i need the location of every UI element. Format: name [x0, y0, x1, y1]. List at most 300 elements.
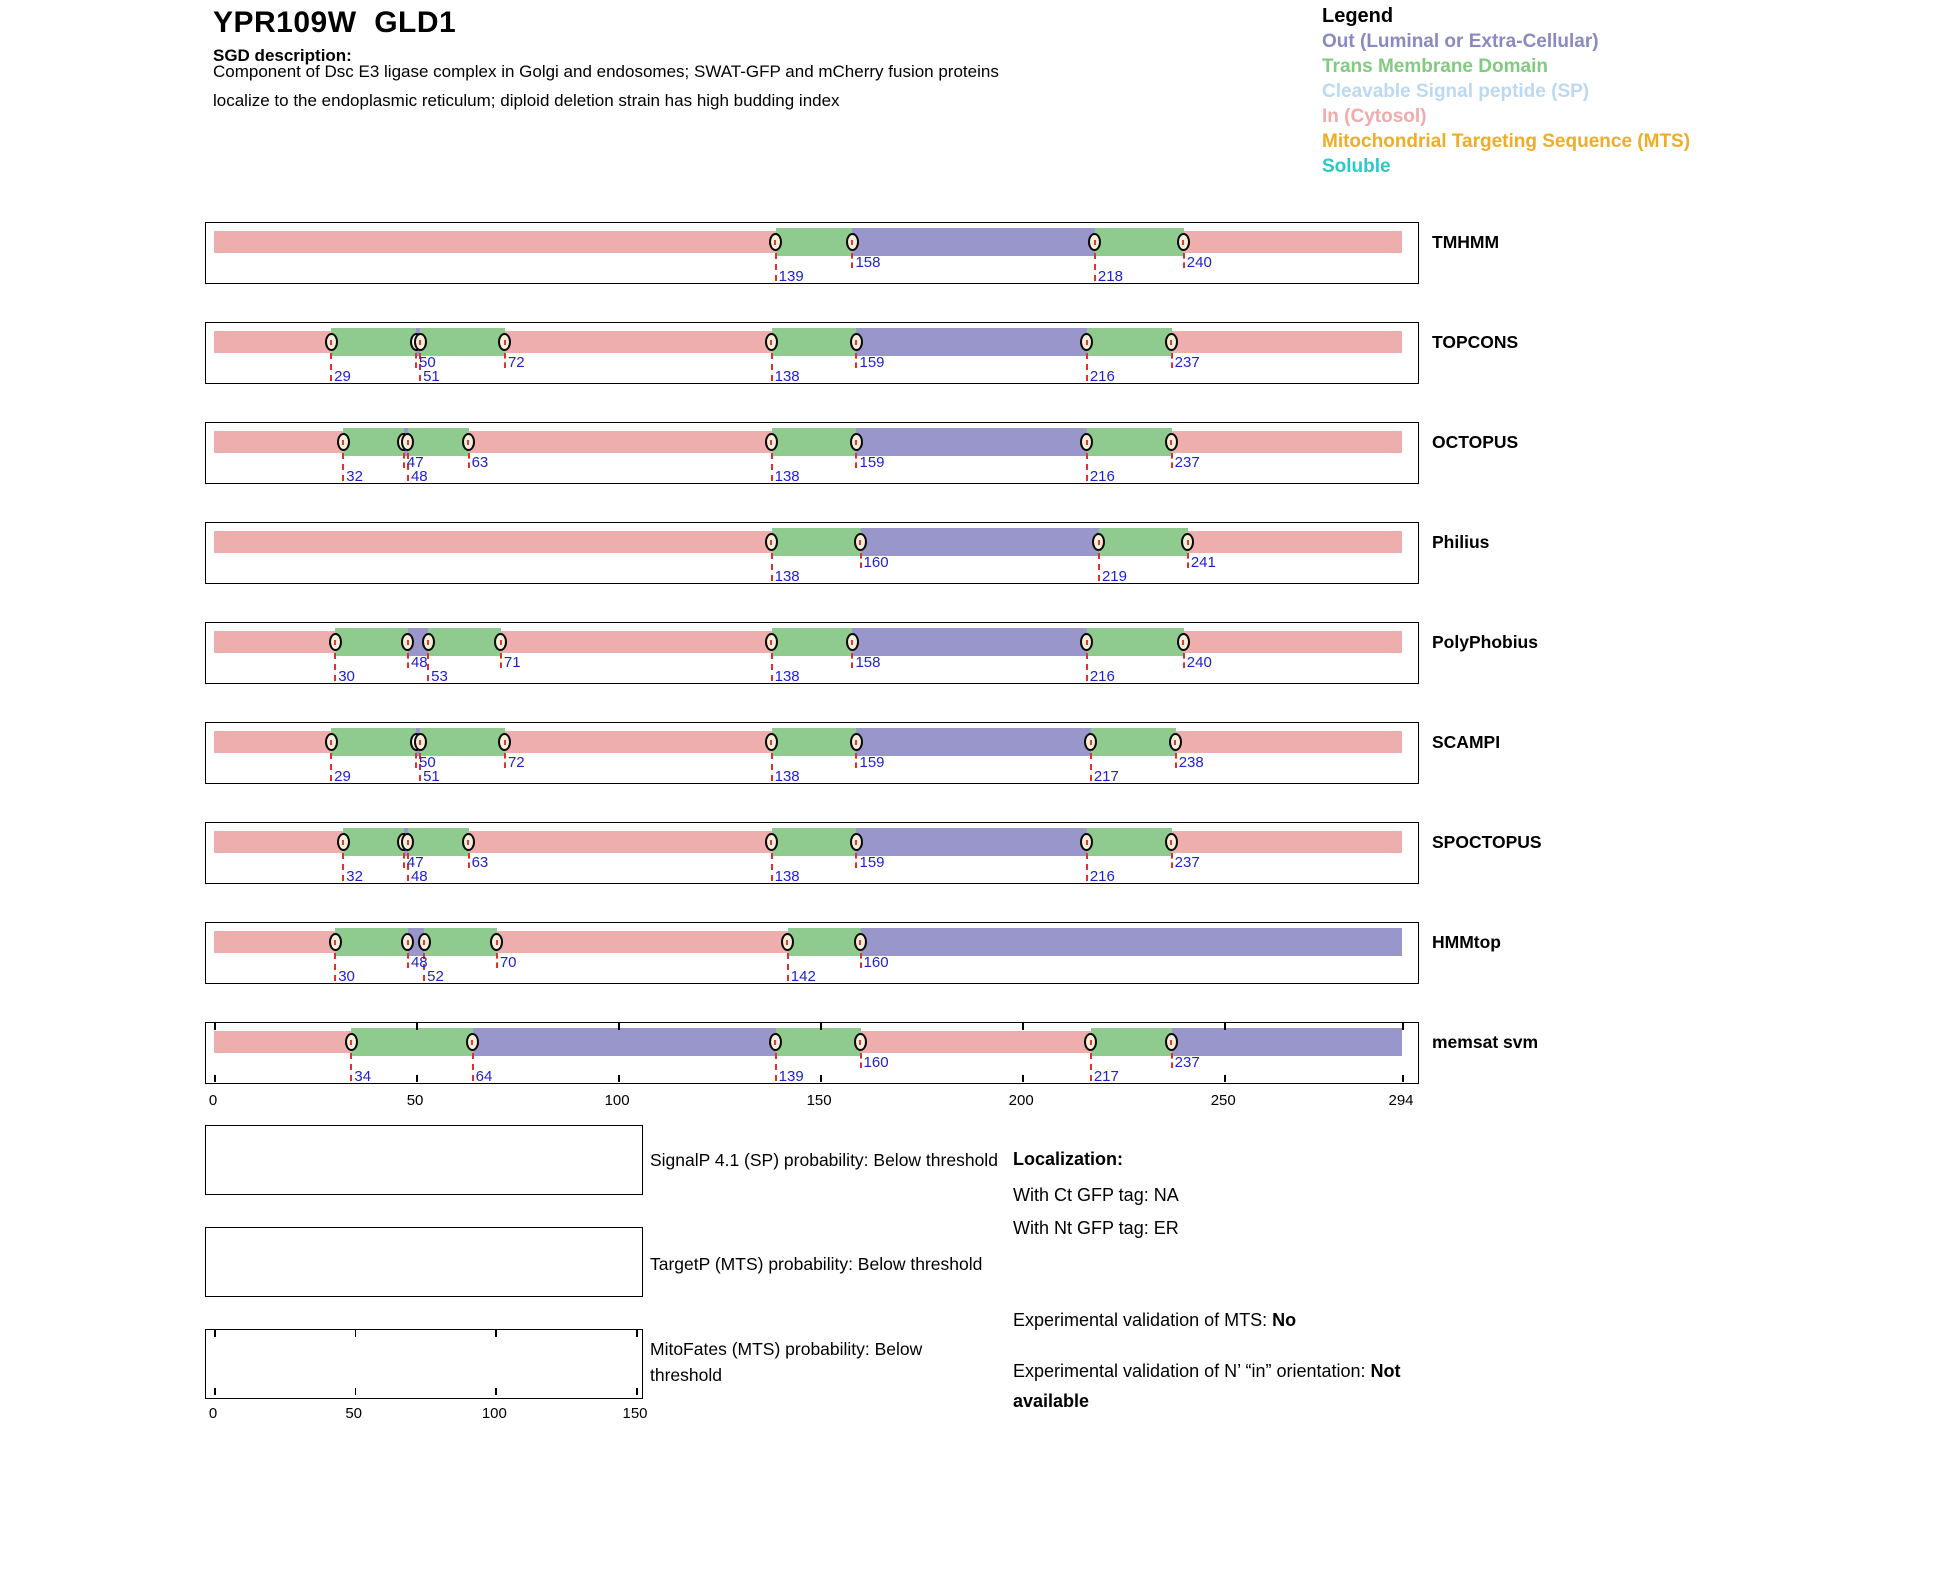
boundary-marker — [462, 833, 475, 851]
boundary-residue-number: 32 — [346, 468, 363, 485]
boundary-residue-number: 47 — [406, 854, 424, 871]
plot-tick-top — [355, 1330, 357, 1337]
plot-tick-bottom — [355, 1388, 357, 1395]
axis-tick-bottom — [1402, 1075, 1404, 1082]
legend-entry-soluble: Soluble — [1322, 156, 1391, 177]
boundary-residue-number: 238 — [1178, 754, 1204, 771]
boundary-guide — [334, 653, 336, 681]
boundary-marker-dash — [859, 940, 861, 945]
boundary-residue-number: 160 — [863, 554, 889, 571]
boundary-residue-number: 216 — [1089, 668, 1115, 685]
track-label-scampi: SCAMPI — [1432, 732, 1501, 752]
boundary-residue-number: 219 — [1101, 568, 1127, 585]
boundary-marker-dash — [786, 940, 788, 945]
segment-tm — [428, 628, 501, 656]
axis-tick-bottom — [214, 1075, 216, 1082]
boundary-residue-number: 71 — [503, 654, 521, 671]
boundary-residue-number: 72 — [507, 354, 525, 371]
boundary-residue-number: 142 — [790, 968, 816, 985]
boundary-marker-dash — [770, 740, 772, 745]
boundary-guide — [1175, 753, 1177, 768]
segment-tm — [772, 728, 857, 756]
boundary-guide — [407, 653, 409, 668]
segment-tm — [408, 828, 469, 856]
boundary-guide — [1090, 1053, 1092, 1081]
boundary-guide — [1183, 653, 1185, 668]
probability-plot-3 — [205, 1329, 643, 1399]
boundary-marker-dash — [334, 940, 336, 945]
boundary-marker-dash — [1090, 1040, 1092, 1045]
boundary-residue-number: 159 — [859, 754, 885, 771]
boundary-residue-number: 160 — [863, 954, 889, 971]
boundary-residue-number: 72 — [507, 754, 525, 771]
axis-tick-bottom — [1224, 1075, 1226, 1082]
boundary-guide — [1086, 453, 1088, 481]
boundary-residue-number: 52 — [427, 968, 444, 985]
plot-tick-bottom — [495, 1388, 497, 1395]
boundary-guide — [771, 653, 773, 681]
boundary-marker — [854, 933, 867, 951]
boundary-residue-number: 217 — [1093, 768, 1119, 785]
axis-tick-top — [1224, 1023, 1226, 1030]
boundary-guide — [415, 353, 417, 368]
boundary-residue-number: 34 — [354, 1068, 372, 1085]
plot-tick-bottom — [214, 1388, 216, 1395]
segment-out — [473, 1028, 776, 1056]
boundary-marker-dash — [774, 1040, 776, 1045]
boundary-guide — [771, 353, 773, 381]
boundary-marker — [850, 833, 863, 851]
nt-gfp-tag-value: With Nt GFP tag: ER — [1013, 1218, 1179, 1238]
boundary-guide — [330, 753, 332, 781]
boundary-residue-number: 216 — [1089, 868, 1115, 885]
boundary-marker-dash — [330, 340, 332, 345]
boundary-guide — [350, 1053, 352, 1081]
track-label-tmhmm: TMHMM — [1432, 232, 1500, 252]
boundary-guide — [500, 653, 502, 668]
boundary-marker-dash — [1086, 840, 1088, 845]
segment-out — [861, 928, 1402, 956]
axis-tick-top — [1402, 1023, 1404, 1030]
boundary-marker-dash — [855, 840, 857, 845]
boundary-residue-number: 241 — [1190, 554, 1216, 571]
boundary-guide — [1094, 253, 1096, 281]
sequence-axis-label: 0 — [208, 1092, 218, 1109]
boundary-marker — [854, 533, 867, 551]
boundary-marker-dash — [770, 840, 772, 845]
boundary-marker — [846, 633, 859, 651]
boundary-marker-dash — [467, 440, 469, 445]
signalp-caption: SignalP 4.1 (SP) probability: Below threshold — [650, 1150, 998, 1170]
boundary-marker-dash — [1086, 440, 1088, 445]
boundary-marker — [325, 333, 338, 351]
boundary-residue-number: 138 — [774, 468, 800, 485]
boundary-residue-number: 53 — [431, 668, 448, 685]
boundary-marker — [329, 633, 342, 651]
boundary-marker-dash — [419, 340, 421, 345]
boundary-marker — [325, 733, 338, 751]
boundary-marker-dash — [334, 640, 336, 645]
localization-title: Localization: — [1013, 1149, 1124, 1169]
plot-tick-top — [636, 1330, 638, 1337]
segment-tm — [335, 928, 408, 956]
boundary-guide — [407, 953, 409, 968]
segment-tm — [1087, 328, 1172, 356]
boundary-marker-dash — [855, 440, 857, 445]
boundary-guide — [771, 753, 773, 781]
boundary-guide — [1171, 453, 1173, 468]
track-box-tmhmm — [205, 222, 1419, 284]
legend-entry-out: Out (Luminal or Extra-Cellular) — [1322, 31, 1599, 52]
track-label-topcons: TOPCONS — [1432, 332, 1519, 352]
boundary-guide — [1171, 853, 1173, 868]
boundary-residue-number: 237 — [1174, 854, 1200, 871]
track-box-hmmtop — [205, 922, 1419, 984]
boundary-residue-number: 32 — [346, 868, 363, 885]
boundary-marker — [846, 233, 859, 251]
track-box-octopus — [205, 422, 1419, 484]
boundary-residue-number: 216 — [1089, 368, 1115, 385]
boundary-guide — [1086, 853, 1088, 881]
boundary-residue-number: 138 — [774, 868, 800, 885]
segment-tm — [772, 528, 861, 556]
boundary-marker-dash — [1094, 240, 1096, 245]
boundary-guide — [342, 853, 344, 881]
segment-tm — [351, 1028, 472, 1056]
mts-validation-prefix: Experimental validation of MTS: — [1013, 1310, 1273, 1330]
segment-out — [856, 328, 1086, 356]
boundary-guide — [851, 253, 853, 268]
boundary-guide — [1171, 1053, 1173, 1068]
segment-tm — [776, 1028, 861, 1056]
sequence-axis-label: 150 — [806, 1092, 832, 1109]
boundary-guide — [855, 753, 857, 768]
segment-tm — [408, 428, 469, 456]
sequence-axis-label: 50 — [406, 1092, 424, 1109]
boundary-marker — [462, 433, 475, 451]
segment-out — [852, 228, 1094, 256]
boundary-residue-number: 218 — [1097, 268, 1123, 285]
boundary-marker-dash — [859, 1040, 861, 1045]
plot-tick-bottom — [636, 1388, 638, 1395]
boundary-guide — [342, 453, 344, 481]
boundary-residue-number: 30 — [338, 668, 355, 685]
boundary-marker-dash — [770, 440, 772, 445]
track-box-memsat-svm — [205, 1022, 1419, 1084]
legend-entry-mts: Mitochondrial Targeting Sequence (MTS) — [1322, 131, 1691, 152]
boundary-marker-dash — [342, 440, 344, 445]
boundary-residue-number: 216 — [1089, 468, 1115, 485]
boundary-guide — [334, 953, 336, 981]
boundary-residue-number: 51 — [423, 768, 440, 785]
boundary-guide — [771, 853, 773, 881]
segment-tm — [420, 328, 505, 356]
track-label-hmmtop: HMMtop — [1432, 932, 1502, 952]
boundary-marker-dash — [851, 640, 853, 645]
probability-plot-2 — [205, 1227, 643, 1297]
boundary-residue-number: 70 — [499, 954, 517, 971]
legend-entry-tm: Trans Membrane Domain — [1322, 56, 1548, 77]
boundary-marker-dash — [467, 840, 469, 845]
boundary-guide — [860, 953, 862, 968]
boundary-marker-dash — [330, 740, 332, 745]
segment-out — [856, 728, 1090, 756]
boundary-residue-number: 159 — [859, 454, 885, 471]
boundary-residue-number: 47 — [406, 454, 424, 471]
legend-entry-in: In (Cytosol) — [1322, 106, 1427, 127]
boundary-guide — [330, 353, 332, 381]
segment-tm — [331, 328, 416, 356]
boundary-marker-dash — [770, 640, 772, 645]
boundary-marker-dash — [407, 840, 409, 845]
boundary-residue-number: 139 — [778, 1068, 804, 1085]
boundary-marker-dash — [855, 340, 857, 345]
boundary-guide — [775, 253, 777, 281]
track-box-philius — [205, 522, 1419, 584]
boundary-residue-number: 29 — [334, 768, 351, 785]
boundary-marker-dash — [504, 340, 506, 345]
boundary-marker-dash — [1182, 640, 1184, 645]
track-box-spoctopus — [205, 822, 1419, 884]
plot-axis-label: 150 — [622, 1405, 648, 1422]
boundary-residue-number: 237 — [1174, 1054, 1200, 1071]
segment-tm — [420, 728, 505, 756]
axis-tick-bottom — [416, 1075, 418, 1082]
boundary-residue-number: 217 — [1093, 1068, 1119, 1085]
boundary-residue-number: 48 — [410, 868, 428, 885]
boundary-residue-number: 138 — [774, 668, 800, 685]
boundary-marker-dash — [423, 940, 425, 945]
boundary-marker — [850, 733, 863, 751]
boundary-residue-number: 29 — [334, 368, 351, 385]
boundary-guide — [787, 953, 789, 981]
segment-tm — [772, 828, 857, 856]
track-label-polyphobius: PolyPhobius — [1432, 632, 1538, 652]
boundary-marker-dash — [1098, 540, 1100, 545]
sequence-axis-label: 250 — [1210, 1092, 1236, 1109]
boundary-guide — [1086, 353, 1088, 381]
boundary-guide — [504, 353, 506, 368]
boundary-marker-dash — [1170, 840, 1172, 845]
boundary-marker-dash — [1182, 240, 1184, 245]
sequence-axis-label: 100 — [604, 1092, 630, 1109]
boundary-marker — [337, 833, 350, 851]
legend-title: Legend — [1322, 5, 1394, 27]
targetp-caption: TargetP (MTS) probability: Below threshold — [650, 1254, 983, 1274]
boundary-guide — [771, 553, 773, 581]
legend — [1322, 3, 1690, 179]
legend-entry-sp: Cleavable Signal peptide (SP) — [1322, 81, 1590, 102]
boundary-residue-number: 50 — [419, 354, 436, 371]
boundary-marker — [337, 433, 350, 451]
segment-tm — [776, 228, 853, 256]
boundary-marker-dash — [407, 640, 409, 645]
boundary-marker-dash — [504, 740, 506, 745]
segment-tm — [1087, 628, 1184, 656]
orientation-prefix: Experimental validation of N’ “in” orientation: — [1013, 1361, 1371, 1381]
boundary-residue-number: 50 — [419, 754, 436, 771]
segment-tm — [772, 428, 857, 456]
boundary-guide — [860, 1053, 862, 1068]
axis-tick-bottom — [618, 1075, 620, 1082]
track-box-polyphobius — [205, 622, 1419, 684]
sequence-axis-label: 294 — [1388, 1092, 1414, 1109]
boundary-marker-dash — [419, 740, 421, 745]
segment-tm — [1087, 828, 1172, 856]
boundary-marker-dash — [855, 740, 857, 745]
track-label-memsat-svm: memsat svm — [1432, 1032, 1539, 1052]
boundary-residue-number: 138 — [774, 568, 800, 585]
segment-tm — [772, 628, 853, 656]
plot-tick-top — [495, 1330, 497, 1337]
axis-tick-top — [416, 1023, 418, 1030]
boundary-marker-dash — [1090, 740, 1092, 745]
boundary-marker — [414, 733, 427, 751]
boundary-marker — [345, 1033, 358, 1051]
page-title: YPR109W GLD1 — [213, 6, 457, 39]
axis-tick-bottom — [1022, 1075, 1024, 1082]
boundary-guide — [415, 753, 417, 768]
segment-tm — [1091, 1028, 1172, 1056]
axis-tick-top — [1022, 1023, 1024, 1030]
boundary-marker-dash — [1170, 1040, 1172, 1045]
boundary-guide — [775, 1053, 777, 1081]
boundary-residue-number: 159 — [859, 854, 885, 871]
boundary-guide — [403, 453, 405, 468]
sgd-description-text: Component of Dsc E3 ligase complex in Golgi and endosomes; SWAT-GFP and mCherry fusion proteins localize to the endoplasmic reticulum; diploid deletion strain has high budding index — [213, 62, 999, 110]
segment-out — [861, 528, 1099, 556]
boundary-residue-number: 63 — [471, 454, 489, 471]
boundary-guide — [1086, 653, 1088, 681]
boundary-guide — [504, 753, 506, 768]
boundary-guide — [468, 853, 470, 868]
plot-axis-label: 0 — [208, 1405, 218, 1422]
boundary-marker-dash — [770, 540, 772, 545]
boundary-marker-dash — [851, 240, 853, 245]
boundary-guide — [1098, 553, 1100, 581]
boundary-guide — [1171, 353, 1173, 368]
boundary-marker-dash — [1174, 740, 1176, 745]
segment-out — [856, 428, 1086, 456]
track-box-scampi — [205, 722, 1419, 784]
axis-tick-top — [820, 1023, 822, 1030]
segment-tm — [331, 728, 416, 756]
boundary-marker-dash — [859, 540, 861, 545]
boundary-residue-number: 48 — [410, 954, 428, 971]
track-box-topcons — [205, 322, 1419, 384]
boundary-marker-dash — [342, 840, 344, 845]
boundary-residue-number: 240 — [1186, 254, 1212, 271]
boundary-marker-dash — [471, 1040, 473, 1045]
axis-tick-top — [214, 1023, 216, 1030]
boundary-marker-dash — [427, 640, 429, 645]
boundary-marker — [329, 933, 342, 951]
boundary-residue-number: 237 — [1174, 454, 1200, 471]
boundary-residue-number: 158 — [855, 654, 881, 671]
boundary-marker-dash — [500, 640, 502, 645]
segment-tm — [343, 428, 404, 456]
boundary-residue-number: 139 — [778, 268, 804, 285]
boundary-marker-dash — [1170, 440, 1172, 445]
boundary-residue-number: 30 — [338, 968, 355, 985]
boundary-marker-dash — [407, 940, 409, 945]
boundary-residue-number: 63 — [471, 854, 489, 871]
axis-tick-bottom — [820, 1075, 822, 1082]
segment-tm — [335, 628, 408, 656]
boundary-residue-number: 159 — [859, 354, 885, 371]
sequence-axis-label: 200 — [1008, 1092, 1034, 1109]
boundary-marker — [854, 1033, 867, 1051]
segment-out — [852, 628, 1086, 656]
segment-tm — [1091, 728, 1176, 756]
mitofates-caption: MitoFates (MTS) probability: Below threshold — [650, 1339, 923, 1385]
boundary-marker-dash — [1187, 540, 1189, 545]
boundary-guide — [468, 453, 470, 468]
boundary-guide — [851, 653, 853, 668]
sgd-description-label: SGD description: — [213, 46, 352, 65]
track-label-octopus: OCTOPUS — [1432, 432, 1519, 452]
boundary-guide — [1183, 253, 1185, 268]
probability-plot-1 — [205, 1125, 643, 1195]
segment-out — [1172, 1028, 1402, 1056]
boundary-guide — [496, 953, 498, 968]
boundary-residue-number: 138 — [774, 768, 800, 785]
ct-gfp-tag-value: With Ct GFP tag: NA — [1013, 1185, 1179, 1205]
plot-axis-label: 50 — [345, 1405, 362, 1422]
boundary-marker — [850, 333, 863, 351]
boundary-guide — [771, 453, 773, 481]
plot-tick-top — [214, 1330, 216, 1337]
plot-axis-label: 100 — [481, 1405, 507, 1422]
boundary-marker — [850, 433, 863, 451]
track-label-philius: Philius — [1432, 532, 1490, 552]
boundary-guide — [855, 453, 857, 468]
boundary-marker-dash — [407, 440, 409, 445]
boundary-residue-number: 237 — [1174, 354, 1200, 371]
boundary-guide — [860, 553, 862, 568]
boundary-residue-number: 158 — [855, 254, 881, 271]
segment-tm — [1095, 228, 1184, 256]
axis-tick-top — [618, 1023, 620, 1030]
boundary-marker-dash — [350, 1040, 352, 1045]
boundary-guide — [1187, 553, 1189, 568]
boundary-marker-dash — [1170, 340, 1172, 345]
track-label-spoctopus: SPOCTOPUS — [1432, 832, 1542, 852]
boundary-marker — [422, 633, 435, 651]
segment-tm — [772, 328, 857, 356]
orientation-validation-line — [1013, 1356, 1461, 1416]
boundary-residue-number: 48 — [410, 468, 428, 485]
boundary-residue-number: 64 — [475, 1068, 493, 1085]
boundary-residue-number: 138 — [774, 368, 800, 385]
boundary-marker — [418, 933, 431, 951]
segment-out — [856, 828, 1086, 856]
segment-tm — [788, 928, 861, 956]
orientation-value: Not available — [1013, 1361, 1401, 1411]
segment-tm — [1099, 528, 1188, 556]
boundary-marker-dash — [496, 940, 498, 945]
segment-tm — [343, 828, 404, 856]
boundary-marker-dash — [774, 240, 776, 245]
boundary-guide — [855, 853, 857, 868]
segment-tm — [424, 928, 497, 956]
boundary-residue-number: 51 — [423, 368, 440, 385]
boundary-guide — [1090, 753, 1092, 781]
boundary-marker-dash — [1086, 340, 1088, 345]
boundary-guide — [855, 353, 857, 368]
boundary-residue-number: 48 — [410, 654, 428, 671]
mts-validation-value: No — [1272, 1310, 1297, 1330]
